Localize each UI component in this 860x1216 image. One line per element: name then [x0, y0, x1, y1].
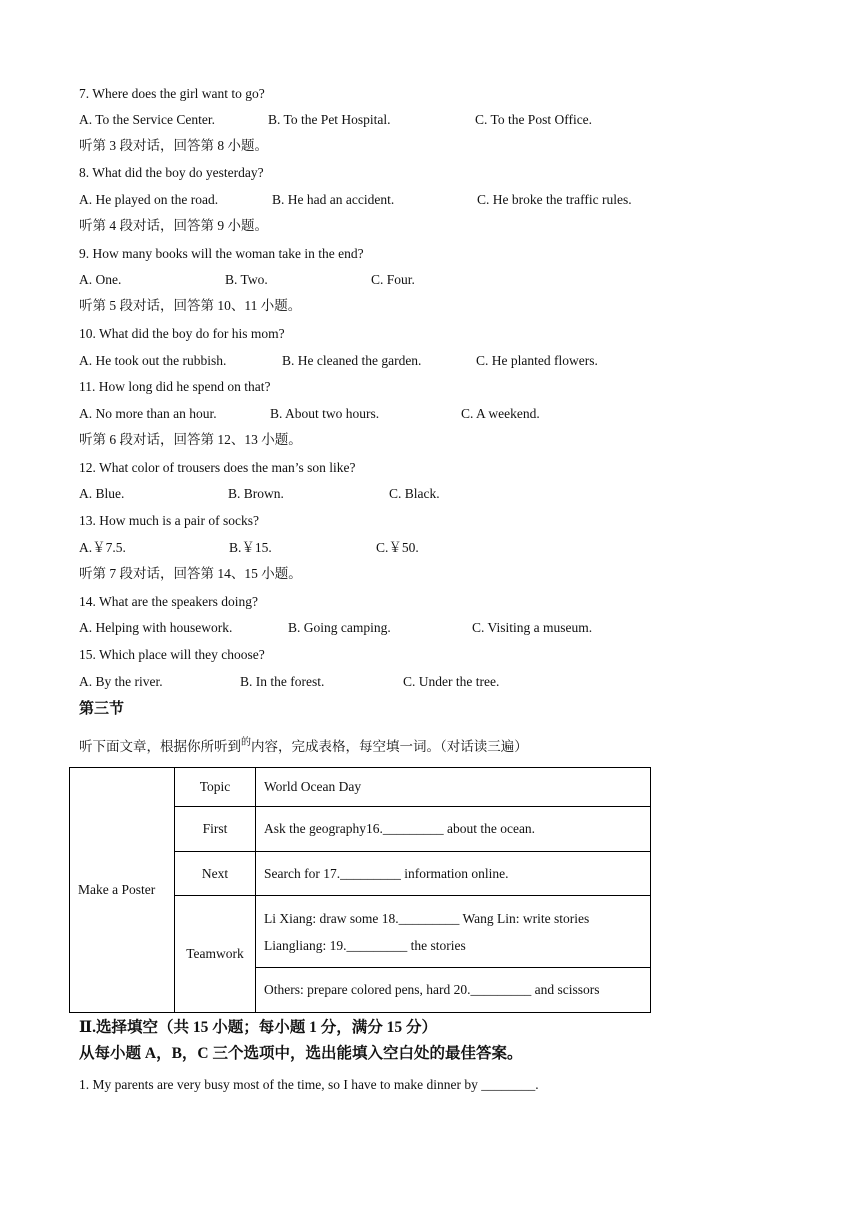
option-b: B. Brown. — [228, 486, 284, 501]
teamwork-content — [256, 896, 651, 968]
option-a: A. Blue. — [79, 486, 125, 501]
option-b: B. To the Pet Hospital. — [268, 112, 391, 127]
option-a: A. One. — [79, 272, 122, 287]
section-instruction — [79, 738, 528, 758]
instruction-part-a: 听下面文章，根据你所听到 — [79, 739, 241, 754]
option-c: C.￥50. — [376, 540, 419, 555]
option-a: A.￥7.5. — [79, 540, 126, 555]
question-stem: 10. What did the boy do for his mom? — [79, 326, 285, 341]
option-c: C. Black. — [389, 486, 440, 501]
option-a: A. He played on the road. — [79, 192, 219, 207]
listening-instruction: 听第 5 段对话，回答第 10、11 小题。 — [79, 298, 302, 313]
question-stem: 11. How long did he spend on that? — [79, 379, 271, 394]
section-heading: 第三节 — [79, 701, 125, 717]
option-c: C. Visiting a museum. — [472, 620, 593, 635]
question-stem: 13. How much is a pair of socks? — [79, 513, 259, 528]
option-c: C. A weekend. — [461, 406, 540, 421]
option-a: A. Helping with housework. — [79, 620, 233, 635]
option-b: B.￥15. — [229, 540, 272, 555]
option-c: C. To the Post Office. — [475, 112, 593, 127]
option-c: C. He planted flowers. — [476, 353, 598, 368]
option-b: B. He cleaned the garden. — [282, 353, 422, 368]
option-a: A. No more than an hour. — [79, 406, 217, 421]
option-c: C. Under the tree. — [403, 674, 500, 689]
listening-instruction: 听第 4 段对话，回答第 9 小题。 — [79, 218, 268, 233]
option-a: A. By the river. — [79, 674, 163, 689]
table-row — [70, 768, 651, 807]
poster-table — [69, 767, 651, 1013]
listening-instruction: 听第 7 段对话，回答第 14、15 小题。 — [79, 566, 302, 581]
option-a: A. He took out the rubbish. — [79, 353, 227, 368]
teamwork-label: Teamwork — [175, 896, 256, 1013]
make-a-poster-cell: Make a Poster — [70, 768, 175, 1013]
option-c: C. Four. — [371, 272, 415, 287]
question-stem: 7. Where does the girl want to go? — [79, 86, 265, 101]
teamwork-others: Others: prepare colored pens, hard 20._________ and scissors — [256, 968, 651, 1013]
listening-instruction: 听第 3 段对话，回答第 8 小题。 — [79, 138, 268, 153]
part-instruction: 从每小题 A，B，C 三个选项中，选出能填入空白处的最佳答案。 — [79, 1045, 523, 1062]
row-label: First — [175, 807, 256, 852]
question-stem: 9. How many books will the woman take in the end? — [79, 246, 364, 261]
row-label: Next — [175, 852, 256, 896]
question-stem: 8. What did the boy do yesterday? — [79, 165, 264, 180]
row-content: Search for 17._________ information online. — [256, 852, 651, 896]
option-b: B. Going camping. — [288, 620, 391, 635]
listening-instruction: 听第 6 段对话，回答第 12、13 小题。 — [79, 432, 302, 447]
row-content: Ask the geography16._________ about the ocean. — [256, 807, 651, 852]
teamwork-line-1: Li Xiang: draw some 18._________ Wang Lin: write stories — [264, 910, 590, 926]
question-stem: 15. Which place will they choose? — [79, 647, 265, 662]
teamwork-line-2: Liangliang: 19._________ the stories — [264, 937, 466, 953]
instruction-superscript: 的 — [241, 737, 251, 748]
option-c: C. He broke the traffic rules. — [477, 192, 632, 207]
question-stem: 1. My parents are very busy most of the time, so I have to make dinner by ________. — [79, 1077, 539, 1092]
option-b: B. In the forest. — [240, 674, 325, 689]
option-b: B. Two. — [225, 272, 268, 287]
option-b: B. He had an accident. — [272, 192, 395, 207]
option-a: A. To the Service Center. — [79, 112, 216, 127]
question-stem: 14. What are the speakers doing? — [79, 594, 258, 609]
instruction-part-b: 内容，完成表格，每空填一词。（对话读三遍） — [251, 739, 528, 754]
question-stem: 12. What color of trousers does the man’s son like? — [79, 460, 356, 475]
option-b: B. About two hours. — [270, 406, 380, 421]
row-label: Topic — [175, 768, 256, 807]
row-content: World Ocean Day — [256, 768, 651, 807]
part-title: Ⅱ.选择填空（共 15 小题；每小题 1 分，满分 15 分） — [79, 1019, 437, 1036]
